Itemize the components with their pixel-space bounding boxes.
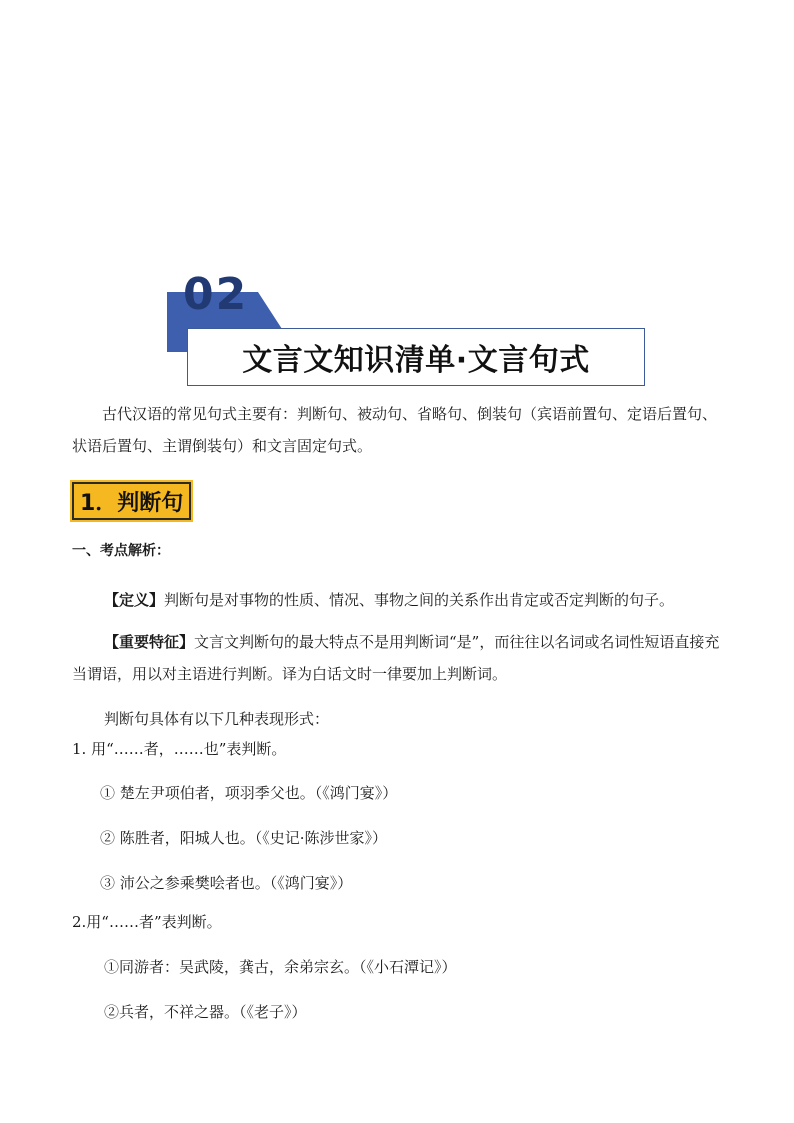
form1-example: ① 楚左尹项伯者，项羽季父也。（《鸿门宴》） (100, 784, 398, 802)
section-heading: 1．判断句 (72, 482, 191, 520)
form1-heading: 1. 用“……者，……也”表判断。 (72, 740, 287, 758)
feature-label: 【重要特征】 (104, 633, 195, 651)
form1-example: ② 陈胜者，阳城人也。（《史记·陈涉世家》） (100, 829, 388, 847)
chapter-title: 文言文知识清单·文言句式 (242, 343, 590, 378)
analysis-heading: 一、考点解析： (72, 543, 170, 559)
definition-paragraph (72, 584, 724, 616)
form2-example: ②兵者，不祥之器。（《老子》） (104, 1003, 307, 1021)
form2-example: ①同游者：吴武陵，龚古，余弟宗玄。（《小石潭记》） (104, 958, 457, 976)
intro-paragraph: 古代汉语的常见句式主要有：判断句、被动句、省略句、倒装句（宾语前置句、定语后置句、状语后置句、主谓倒装句）和文言固定句式。 (72, 405, 718, 455)
feature-paragraph (72, 626, 724, 690)
form2-heading: 2.用“……者”表判断。 (72, 913, 222, 931)
chapter-number: 02 (183, 269, 249, 320)
chapter-title-box (187, 328, 645, 386)
form1-example: ③ 沛公之参乘樊哙者也。（《鸿门宴》） (100, 874, 353, 892)
definition-label: 【定义】 (104, 591, 165, 609)
definition-text: 判断句是对事物的性质、情况、事物之间的关系作出肯定或否定判断的句子。 (164, 591, 675, 609)
feature-text: 文言文判断句的最大特点不是用判断词“是”，而往往以名词或名词性短语直接充当谓语，用以对主语进行判断。译为白话文时一律要加上判断词。 (72, 633, 720, 683)
forms-intro: 判断句具体有以下几种表现形式： (104, 710, 330, 728)
